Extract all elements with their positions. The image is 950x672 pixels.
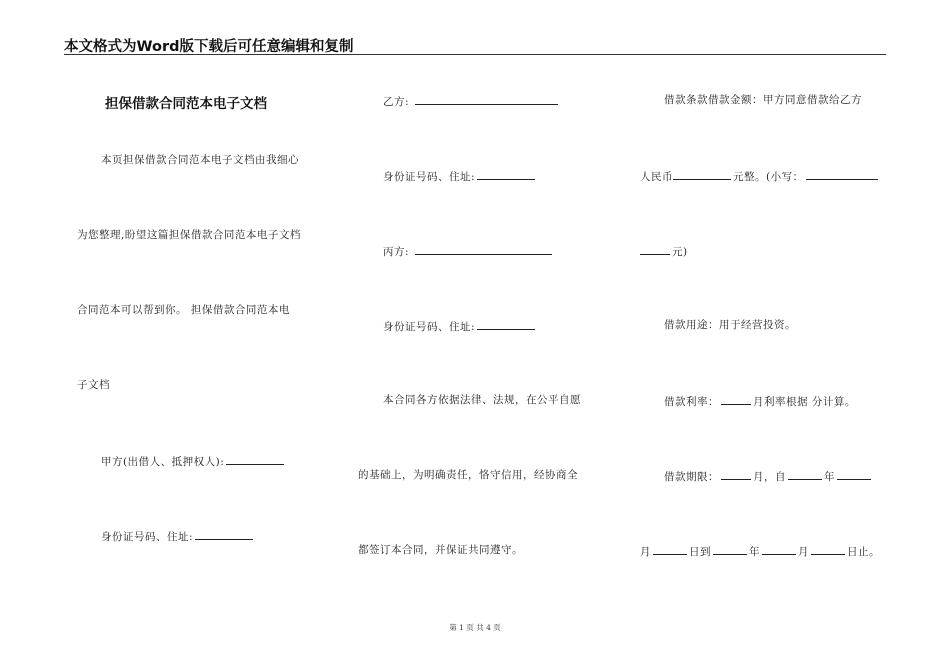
start-month-blank[interactable]: [837, 468, 871, 480]
rate-suffix: 月利率根据 分计算。: [753, 396, 856, 408]
document-title: 担保借款合同范本电子文档: [105, 96, 267, 112]
start-day-blank[interactable]: [653, 543, 687, 555]
agreement-line-1: 本合同各方依据法律、法规，在公平自愿: [383, 394, 581, 406]
party-c-blank[interactable]: [415, 243, 552, 255]
party-c-id-line: [383, 318, 537, 334]
end-year: 年: [749, 546, 760, 558]
term-month: 月，自: [753, 471, 786, 483]
party-b-line: [383, 93, 560, 109]
start-year-blank[interactable]: [788, 468, 822, 480]
loan-term-line: [664, 468, 873, 484]
party-a-line: [101, 453, 286, 469]
end-month2: 月: [798, 546, 809, 558]
intro-line-3: 合同范本可以帮到你。 担保借款合同范本电: [77, 304, 290, 316]
header-text: 本文格式为Word版下载后可任意编辑和复制: [64, 39, 354, 55]
end-year-blank[interactable]: [713, 543, 747, 555]
term-prefix: 借款期限：: [664, 471, 719, 483]
loan-purpose: 借款用途：用于经营投资。: [664, 319, 796, 331]
party-a-label: 甲方(出借人、抵押权人):: [101, 456, 225, 468]
term-year: 年: [824, 471, 835, 483]
rmb-line: [640, 168, 880, 184]
end-day-blank[interactable]: [811, 543, 845, 555]
party-b-label: 乙方:: [383, 96, 410, 108]
page-header: [64, 32, 886, 55]
rmb-small-blank[interactable]: [806, 168, 878, 180]
end-month-blank[interactable]: [762, 543, 796, 555]
party-a-id-line: [101, 528, 255, 544]
term-months-blank[interactable]: [721, 468, 751, 480]
rmb-prefix: 人民币: [640, 171, 673, 183]
rmb-end: 元): [672, 246, 688, 258]
intro-line-1: 本页担保借款合同范本电子文档由我细心: [101, 154, 299, 166]
loan-rate-line: [664, 393, 856, 409]
end-month: 月: [640, 546, 651, 558]
agreement-line-3: 都签订本合同，并保证共同遵守。: [358, 544, 523, 556]
end-stop: 日止。: [847, 546, 880, 558]
loan-amount-line: 借款条款借款金额：甲方同意借款给乙方: [664, 94, 862, 106]
party-c-line: [383, 243, 554, 259]
party-b-id-label: 身份证号码、住址:: [383, 171, 476, 183]
intro-line-2: 为您整理,盼望这篇担保借款合同范本电子文档: [77, 229, 301, 241]
rate-prefix: 借款利率：: [664, 396, 719, 408]
rmb-amount-blank[interactable]: [673, 168, 731, 180]
loan-term-end-line: [640, 543, 880, 559]
rate-blank[interactable]: [721, 393, 751, 405]
party-a-id-label: 身份证号码、住址:: [101, 531, 194, 543]
page-footer: 第 1 页 共 4 页: [449, 623, 501, 632]
party-a-id-blank[interactable]: [195, 528, 253, 540]
party-c-label: 丙方:: [383, 246, 410, 258]
party-c-id-label: 身份证号码、住址:: [383, 321, 476, 333]
party-b-id-blank[interactable]: [477, 168, 535, 180]
rmb-end-line: [640, 243, 688, 259]
rmb-end-blank[interactable]: [640, 243, 670, 255]
intro-line-4: 子文档: [77, 379, 110, 391]
rmb-mid: 元整。(小写：: [733, 171, 804, 183]
party-a-blank[interactable]: [226, 453, 284, 465]
end-day: 日到: [689, 546, 711, 558]
party-b-id-line: [383, 168, 537, 184]
party-b-blank[interactable]: [415, 93, 558, 105]
agreement-line-2: 的基础上，为明确责任，恪守信用，经协商全: [358, 469, 578, 481]
party-c-id-blank[interactable]: [477, 318, 535, 330]
